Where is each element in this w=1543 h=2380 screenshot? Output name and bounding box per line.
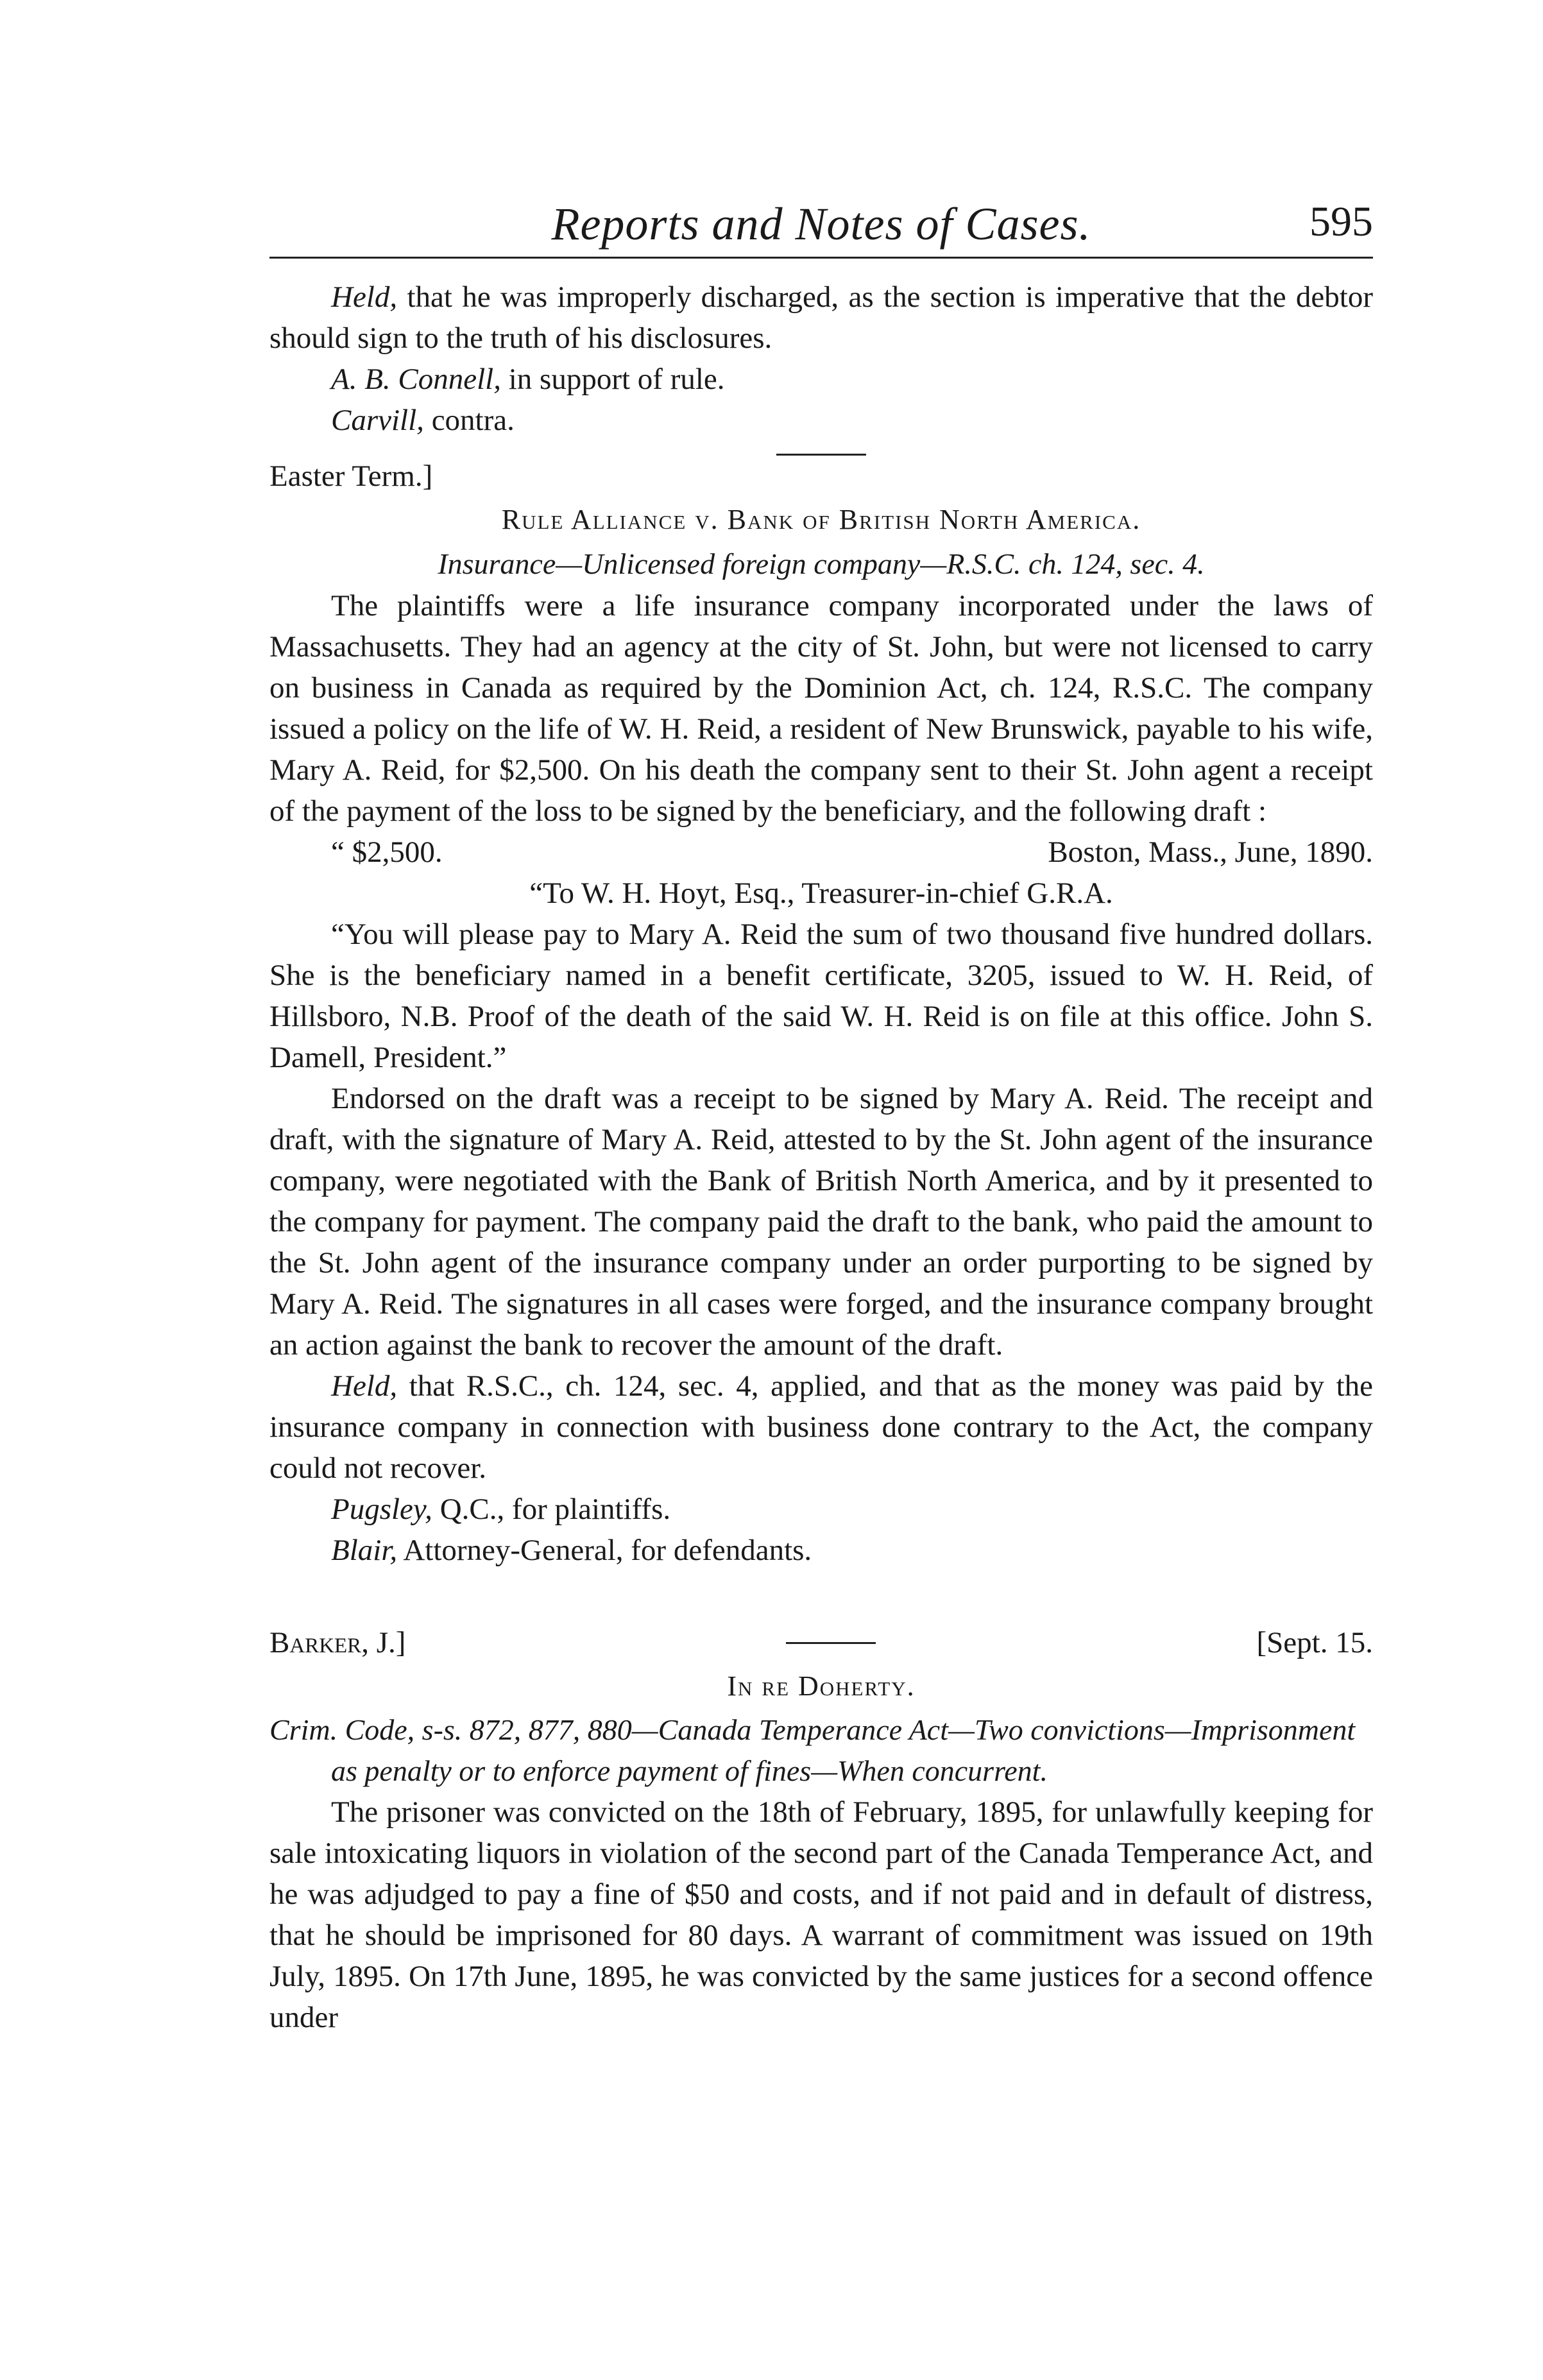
counsel-role: Attorney-General, for defendants.: [397, 1534, 812, 1567]
draft-body: “You will please pay to Mary A. Reid the sum of two thousand five hundred dollars. She is the beneficiary named in a benefit certificate, 3205, issued to W. H. Reid, of Hillsboro, N.B. Proof of the death of the said W. H. Reid is on file at this office. John S. Damell, President.”: [269, 918, 1373, 1074]
judge-row: [269, 1622, 1373, 1663]
counsel-name: Pugsley,: [331, 1493, 432, 1526]
term-label: Easter Term.]: [269, 459, 433, 493]
counsel-role: in support of rule.: [501, 363, 725, 396]
running-title: Reports and Notes of Cases.: [551, 198, 1091, 250]
counsel-name: Blair,: [331, 1534, 398, 1567]
running-head: [269, 186, 1373, 259]
held-label: Held,: [331, 280, 398, 314]
draft-addressee: “To W. H. Hoyt, Esq., Treasurer-in-chief G.R.A.: [529, 877, 1113, 910]
held-text: that he was improperly discharged, as the section is imperative that the debtor should sign to the truth of his disclosures.: [269, 280, 1373, 355]
counsel-line: [269, 1530, 1373, 1571]
section-rule: [786, 1642, 876, 1644]
judge-name: Barker, J.]: [269, 1626, 406, 1659]
body-paragraph: The prisoner was convicted on the 18th of February, 1895, for unlawfully keeping for sale intoxicating liquors in violation of the second part of the Canada Temperance Act, and he was adjudged to pay a fine of $50 and costs, and if not paid and in default of distress, that he should be imprisoned for 80 days. A warrant of commitment was issued on 19th July, 1895. On 17th June, 1895, he was convicted by the same justices for a second offence under: [269, 1795, 1373, 2034]
counsel-role: contra.: [423, 404, 515, 437]
counsel-line: [269, 359, 1373, 400]
case-date: [Sept. 15.: [1256, 1626, 1373, 1659]
counsel-name: Carvill,: [331, 404, 424, 437]
draft-heading: [269, 832, 1373, 873]
counsel-line: [269, 400, 1373, 441]
case-title: Rule Alliance v. Bank of British North America.: [501, 504, 1141, 535]
counsel-name: A. B. Connell,: [331, 363, 501, 396]
case-subtitle: Crim. Code, s-s. 872, 877, 880—Canada Temperance Act—Two convictions—Imprisonment as penalty or to enforce payment of fines—When concurrent.: [269, 1713, 1356, 1787]
case-title: In re Doherty.: [727, 1670, 916, 1702]
draft-amount: “ $2,500.: [331, 835, 443, 869]
body-paragraph: The plaintiffs were a life insurance company incorporated under the laws of Massachusetts. They had an agency at the city of St. John, but were not licensed to carry on business in Canada as required by the Dominion Act, ch. 124, R.S.C. The company issued a policy on the life of W. H. Reid, a resident of New Brunswick, payable to his wife, Mary A. Reid, for $2,500. On his death the company sent to their St. John agent a receipt of the payment of the loss to be signed by the beneficiary, and the following draft :: [269, 589, 1373, 828]
held-paragraph: [269, 1366, 1373, 1489]
draft-place-date: Boston, Mass., June, 1890.: [1048, 835, 1373, 869]
held-label: Held,: [331, 1369, 398, 1403]
held-text: that R.S.C., ch. 124, sec. 4, applied, and that as the money was paid by the insurance company in connection with business done contrary to the Act, the company could not recover.: [269, 1369, 1373, 1485]
page-number: 595: [1309, 198, 1373, 245]
counsel-role: Q.C., for plaintiffs.: [432, 1493, 671, 1526]
body-paragraph: Endorsed on the draft was a receipt to be signed by Mary A. Reid. The receipt and draft, with the signature of Mary A. Reid, attested to by the St. John agent of the insurance company, were negotiated with the Bank of British North America, and by it presented to the company for payment. The company paid the draft to the bank, who paid the amount to the St. John agent of the insurance company under an order purporting to be signed by Mary A. Reid. The signatures in all cases were forged, and the insurance company brought an action against the bank to recover the amount of the draft.: [269, 1082, 1373, 1362]
prev-held-paragraph: [269, 277, 1373, 359]
counsel-line: [269, 1489, 1373, 1530]
case-subtitle: Insurance—Unlicensed foreign company—R.S.C. ch. 124, sec. 4.: [438, 547, 1205, 580]
page: [269, 186, 1373, 2038]
